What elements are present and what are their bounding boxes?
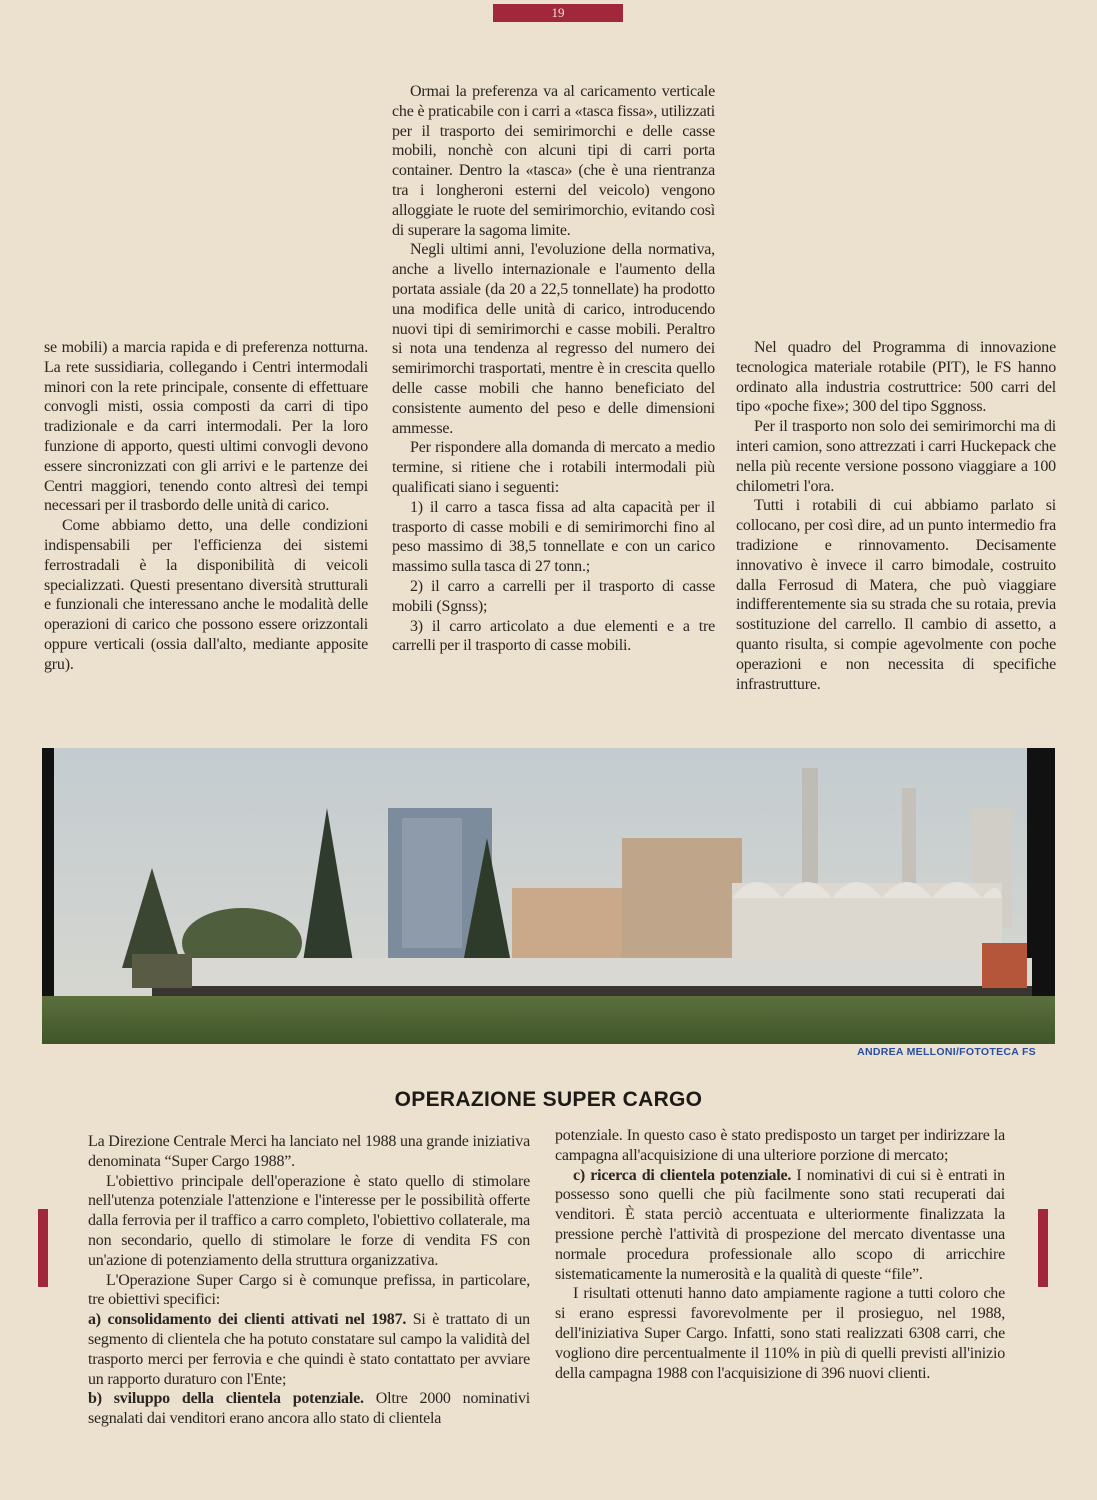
photo-caption: ANDREA MELLONI/FOTOTECA FS [857, 1046, 1036, 1058]
paragraph: se mobili) a marcia rapida e di preferenza notturna. La rete sussidiaria, collegando i Centri intermodali minori con la rete principale, consente di effettuare convogli misti, ossia composti da carri di tipo tradizionale e da carri intermodali. Per la loro funzione di apporto, questi ultimi convogli devono essere sincronizzati con gli arrivi e le partenze dei Centri maggiori, tenendo conto altresì dei tempi necessari per il trasbordo delle unità di carico. [44, 339, 368, 515]
page-number: 19 [493, 4, 623, 22]
train-photo-illustration [42, 748, 1055, 1044]
text-column-1 [44, 338, 368, 675]
paragraph: Nel quadro del Programma di innovazione tecnologica materiale rotabile (PIT), le FS hanno ordinato alla industria costruttrice: 500 carri del tipo «poche fixe»; 300 del tipo Sggnoss. [736, 339, 1056, 416]
list-item-c-heading: c) ricerca di clientela potenziale. [573, 1166, 792, 1184]
list-item-a-heading: a) consolidamento dei clienti attivati nel 1987. [88, 1311, 407, 1329]
train-photo [42, 748, 1055, 1044]
paragraph: Per rispondere alla domanda di mercato a medio termine, si ritiene che i rotabili intermodali più qualificati siano i seguenti: [392, 439, 715, 496]
paragraph: Per il trasporto non solo dei semirimorchi ma di interi camion, sono attrezzati i carri Huckepack che nella più recente versione possono viaggiare a 100 chilometri l'ora. [736, 418, 1056, 495]
list-item: 3) il carro articolato a due elementi e a tre carrelli per il trasporto di casse mobili. [392, 617, 715, 655]
list-item-a [88, 1310, 530, 1389]
text-column-3 [736, 338, 1056, 694]
list-item-b-text: Oltre 2000 nominativi segnalati dai venditori erano ancora allo stato di clientela [88, 1390, 530, 1428]
section-column-left [88, 1132, 530, 1429]
list-item: 2) il carro a carrelli per il trasporto di casse mobili (Sgnss); [392, 577, 715, 615]
paragraph: La Direzione Centrale Merci ha lanciato nel 1988 una grande iniziativa denominata “Super Cargo 1988”. [88, 1133, 530, 1170]
accent-bar-right [1038, 1209, 1048, 1287]
paragraph: I risultati ottenuti hanno dato ampiamente ragione a tutti coloro che si erano espressi favorevolmente per il prosieguo, nel 1988, dell'iniziativa Super Cargo. Infatti, sono stati realizzati 6308 carri, che vogliono dire percentualmente il 110% in più di quelli previsti all'inizio della campagna 1988 con l'acquisizione di 396 nuovi clienti. [555, 1285, 1005, 1382]
paragraph: L'Operazione Super Cargo si è comunque prefissa, in particolare, tre obiettivi specifici: [88, 1271, 530, 1309]
list-item-c-text: I nominativi di cui si è entrati in possesso sono quelli che più facilmente sono stati recuperati dai venditori. È stata perciò accentuata e ulteriormente finalizzata la pressione perchè l'attività di prospezione del mercato diventasse una normale procedura professionale allo scopo di arricchire sistematicamente la numerosità e la qualità di queste “file”. [555, 1166, 1005, 1283]
text-column-2 [392, 82, 715, 656]
section-column-right [555, 1126, 1005, 1383]
paragraph: Negli ultimi anni, l'evoluzione della normativa, anche a livello internazionale e l'aumento della portata assiale (da 20 a 22,5 tonnellate) ha prodotto una modifica delle unità di carico, introducendo nuovi tipi di semirimorchi e casse mobili. Peraltro si nota una tendenza al regresso del numero dei semirimorchi trasportati, mentre è in crescita quello delle casse mobili che hanno beneficiato del consistente aumento del peso e delle dimensioni ammesse. [392, 241, 715, 437]
paragraph: L'obiettivo principale dell'operazione è stato quello di stimolare nell'utenza potenziale l'attenzione e l'interesse per le possibilità offerte dalla ferrovia per il traffico a carro completo, l'obiettivo collaterale, ma non secondario, quello di stimolare le forze di vendita FS con un'azione di potenziamento della struttura organizzativa. [88, 1172, 530, 1269]
paragraph: potenziale. In questo caso è stato predisposto un target per indirizzare la campagna all'acquisizione di una ulteriore porzione di mercato; [555, 1127, 1005, 1164]
list-item-a-text: Si è trattato di un segmento di clientela che ha potuto constatare sul campo la validità del trasporto merci per ferrovia e che quindi è stato contattato per avviare un rapporto duraturo con l'Ente; [88, 1311, 530, 1388]
paragraph: Come abbiamo detto, una delle condizioni indispensabili per l'efficienza dei sistemi ferrostradali è la disponibilità di veicoli specializzati. Questi presentano diversità strutturali e funzionali che interessano anche le modalità delle operazioni di carico che possono essere orizzontali oppure verticali (ossia dall'alto, mediante apposite gru). [44, 517, 368, 673]
list-item-b-heading: b) sviluppo della clientela potenziale. [88, 1390, 364, 1408]
list-item-b [88, 1389, 530, 1429]
accent-bar-left [38, 1209, 48, 1287]
paragraph: Ormai la preferenza va al caricamento verticale che è praticabile con i carri a «tasca fissa», utilizzati per il trasporto dei semirimorchi e delle casse mobili, nonchè con alcuni tipi di carri porta container. Dentro la «tasca» (che è una rientranza tra i longheroni esterni del veicolo) vengono alloggiate le ruote del semirimorchio, evitando così di superare la sagoma limite. [392, 83, 715, 239]
list-item: 1) il carro a tasca fissa ad alta capacità per il trasporto di casse mobili e di semirimorchi fino al peso massimo di 38,5 tonnellate e con un carico massimo sulla tasca di 27 tonn.; [392, 498, 715, 576]
paragraph: Tutti i rotabili di cui abbiamo parlato si collocano, per così dire, ad un punto intermedio fra tradizione e rinnovamento. Decisamente innovativo è invece il carro bimodale, costruito dalla Ferrosud di Matera, che può viaggiare indifferentemente sia su strada che su rotaia, previa sostituzione del carrello. Il cambio di assetto, a quanto risulta, si compie agevolmente con poche operazioni e non necessita di specifiche infrastrutture. [736, 497, 1056, 693]
list-item-c [555, 1166, 1005, 1285]
section-title: OPERAZIONE SUPER CARGO [394, 1088, 703, 1111]
